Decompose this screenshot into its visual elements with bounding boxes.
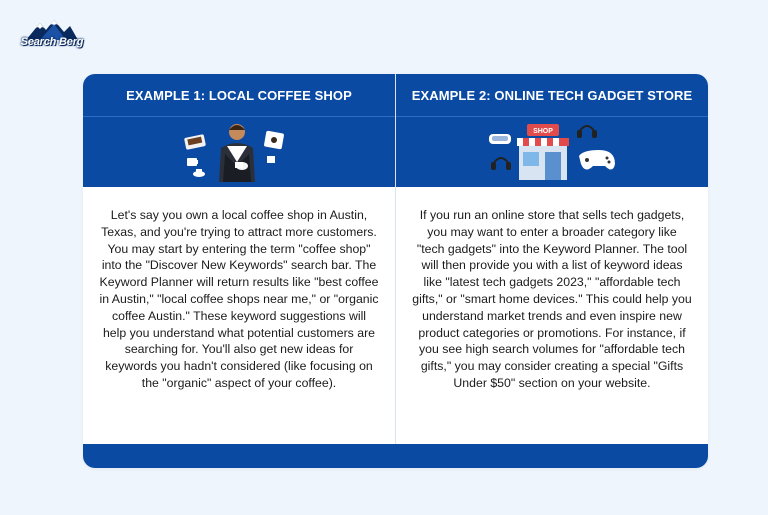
- shop-sign-text: SHOP: [533, 128, 553, 135]
- card-footer-bar: [83, 444, 708, 468]
- example-1-title: EXAMPLE 1: LOCAL COFFEE SHOP: [83, 74, 395, 117]
- coffee-shop-illustration: [83, 117, 395, 187]
- example-coffee-shop: [83, 74, 395, 468]
- example-2-body: If you run an online store that sells tech gadgets, you may want to enter a broader category like "tech gadgets" into the Keyword Planner. The tool will then provide you with a list of keyword ideas like "latest tech gadgets 2023," "affordable tech gifts," or "smart home devices." This could help you understand market trends and even inspire new product categories or promotions. For instance, if you see high search volumes for "affordable tech gifts," you may consider creating a special "Gifts Under $50" section on your website.: [412, 208, 692, 390]
- logo-text: Search Berg: [20, 36, 84, 48]
- shop-icon: [487, 122, 617, 184]
- barista-icon: [179, 122, 299, 184]
- example-2-title: EXAMPLE 2: ONLINE TECH GADGET STORE: [396, 74, 708, 117]
- example-1-body: Let's say you own a local coffee shop in Austin, Texas, and you're trying to attract more customers. You may start by entering the term "coffee shop" into the "Discover New Keywords" search bar. The Keyword Planner will return results like "best coffee in Austin," "local coffee shops near me," or "organic coffee Austin." These keyword suggestions will help you understand what potential customers are searching for. You'll also get new ideas for keywords you hadn't considered (like focusing on the "organic" aspect of your coffee).: [99, 208, 379, 390]
- tech-store-illustration: [396, 117, 708, 187]
- examples-card: [83, 74, 708, 468]
- example-tech-store: [396, 74, 708, 468]
- search-berg-logo[interactable]: [18, 18, 86, 52]
